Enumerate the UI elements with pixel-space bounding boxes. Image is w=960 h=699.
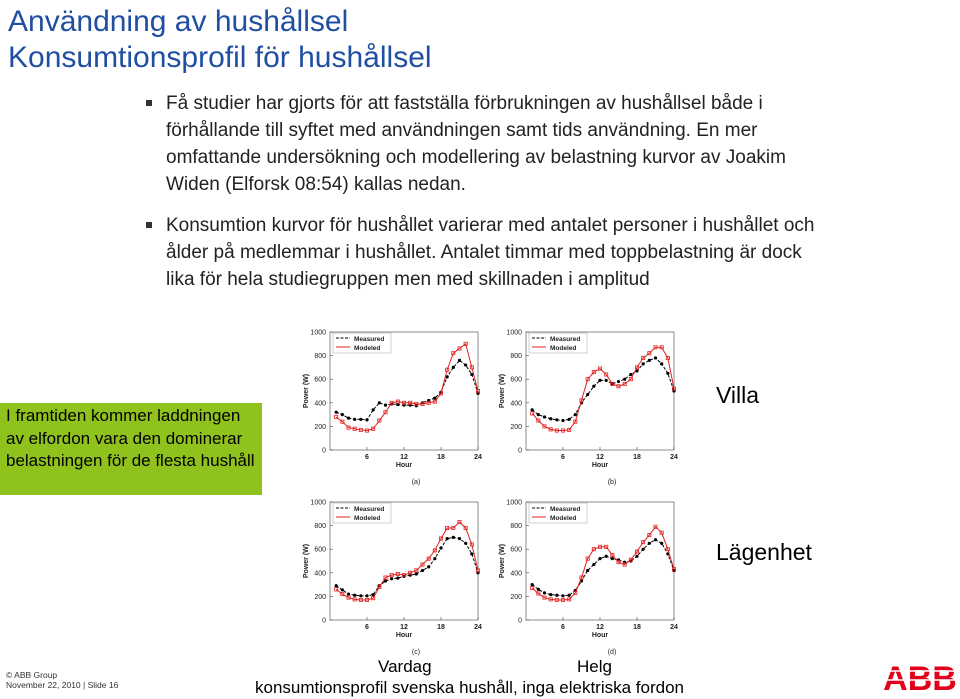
legend-label: Measured <box>354 506 385 513</box>
x-tick-label: 12 <box>400 454 408 461</box>
data-point-measured <box>537 588 540 591</box>
y-axis-label: Power (W) <box>303 543 310 579</box>
data-point-measured <box>446 537 449 540</box>
x-tick-label: 24 <box>474 454 482 461</box>
data-point-measured <box>372 408 375 411</box>
vardag-label: Vardag <box>378 657 432 676</box>
y-tick-label: 600 <box>510 376 522 384</box>
y-tick-label: 800 <box>510 523 522 531</box>
data-point-measured <box>672 569 675 572</box>
data-point-measured <box>549 593 552 596</box>
y-tick-label: 1000 <box>506 499 522 507</box>
data-point-measured <box>359 418 362 421</box>
data-point-measured <box>611 557 614 560</box>
y-tick-label: 400 <box>314 400 326 408</box>
abb-logo <box>882 659 958 695</box>
data-point-measured <box>543 415 546 418</box>
data-point-measured <box>605 379 608 382</box>
panel-label: (c) <box>411 649 421 656</box>
y-tick-label: 1000 <box>506 329 522 337</box>
y-tick-label: 600 <box>314 376 326 384</box>
y-axis-label: Power (W) <box>303 373 310 409</box>
data-point-measured <box>359 594 362 597</box>
data-point-measured <box>365 594 368 597</box>
data-point-measured <box>452 366 455 369</box>
y-axis-label: Power (W) <box>499 373 506 409</box>
data-point-measured <box>341 413 344 416</box>
data-point-measured <box>341 588 344 591</box>
legend-label: Measured <box>354 336 385 343</box>
bullet-text-1: Få studier har gjorts för att fastställa förbrukningen av hushållsel både i förhållande till syftet med användningen samt tids användning. En mer omfattande undersökning och modellering av belastning kurvor av Joakim Widen (Elforsk 08:54) kallas nedan. <box>166 93 786 195</box>
villa-caption: Villa <box>716 382 760 408</box>
y-tick-label: 200 <box>510 423 522 431</box>
data-point-measured <box>654 538 657 541</box>
data-point-measured <box>433 557 436 560</box>
data-point-measured <box>543 591 546 594</box>
data-point-measured <box>660 362 663 365</box>
x-tick-label: 24 <box>670 454 678 461</box>
data-point-measured <box>598 379 601 382</box>
y-tick-label: 400 <box>510 570 522 578</box>
data-point-measured <box>623 378 626 381</box>
y-tick-label: 0 <box>322 617 326 625</box>
y-tick-label: 800 <box>314 353 326 361</box>
data-point-measured <box>586 393 589 396</box>
data-point-measured <box>660 542 663 545</box>
y-tick-label: 400 <box>510 400 522 408</box>
panel-label: (a) <box>411 479 421 486</box>
legend-label: Measured <box>550 506 581 513</box>
data-point-measured <box>555 418 558 421</box>
y-tick-label: 800 <box>314 523 326 531</box>
data-point-measured <box>648 542 651 545</box>
data-point-measured <box>470 552 473 555</box>
data-point-measured <box>347 592 350 595</box>
x-tick-label: 12 <box>400 624 408 631</box>
data-point-measured <box>531 408 534 411</box>
data-point-measured <box>568 594 571 597</box>
x-tick-label: 18 <box>437 624 445 631</box>
data-point-measured <box>586 569 589 572</box>
data-point-measured <box>396 577 399 580</box>
data-point-measured <box>617 380 620 383</box>
data-point-measured <box>458 537 461 540</box>
y-tick-label: 1000 <box>310 329 326 337</box>
data-point-measured <box>335 411 338 414</box>
data-point-measured <box>629 373 632 376</box>
y-tick-label: 0 <box>322 447 326 455</box>
x-tick-label: 6 <box>365 454 369 461</box>
legend-label: Modeled <box>354 515 381 522</box>
y-tick-label: 200 <box>510 593 522 601</box>
data-point-measured <box>555 594 558 597</box>
y-tick-label: 1000 <box>310 499 326 507</box>
x-tick-label: 18 <box>437 454 445 461</box>
y-tick-label: 0 <box>518 447 522 455</box>
y-tick-label: 600 <box>510 546 522 554</box>
y-tick-label: 0 <box>518 617 522 625</box>
chart-panel-d <box>492 492 684 660</box>
data-point-measured <box>452 536 455 539</box>
legend-label: Modeled <box>550 345 577 352</box>
data-point-measured <box>549 417 552 420</box>
footer-date-slide: November 22, 2010 | Slide 16 <box>6 680 119 690</box>
data-point-measured <box>635 555 638 558</box>
x-tick-label: 24 <box>474 624 482 631</box>
y-tick-label: 600 <box>314 546 326 554</box>
data-point-measured <box>642 362 645 365</box>
bullet-list <box>146 90 826 307</box>
data-point-measured <box>561 594 564 597</box>
data-point-measured <box>531 583 534 586</box>
data-point-measured <box>415 572 418 575</box>
x-tick-label: 6 <box>561 454 565 461</box>
panel-label: (b) <box>607 479 617 486</box>
chart-panel-a <box>296 322 488 490</box>
data-point-measured <box>390 577 393 580</box>
x-axis-label: Hour <box>591 462 609 469</box>
title-line-1: Användning av hushållsel <box>8 5 349 38</box>
slide-title <box>8 4 432 76</box>
legend-label: Measured <box>550 336 581 343</box>
data-point-measured <box>648 359 651 362</box>
bullet-marker <box>146 100 152 106</box>
footer-copyright: © ABB Group <box>6 670 58 680</box>
helg-label: Helg <box>577 657 612 676</box>
data-point-measured <box>605 555 608 558</box>
data-point-measured <box>353 418 356 421</box>
data-point-measured <box>654 356 657 359</box>
data-point-measured <box>642 548 645 551</box>
data-point-measured <box>592 385 595 388</box>
lagenhet-caption: Lägenhet <box>716 539 812 565</box>
title-line-2: Konsumtionsprofil för hushållsel <box>8 41 432 74</box>
ev-note-box: I framtiden kommer laddningen av elfordon vara den dominerar belastningen för de flesta hushåll <box>0 403 262 495</box>
chart-panel-c <box>296 492 488 660</box>
x-axis-label: Hour <box>395 632 413 639</box>
y-axis-label: Power (W) <box>499 543 506 579</box>
x-tick-label: 18 <box>633 624 641 631</box>
y-tick-label: 400 <box>314 570 326 578</box>
bullet-item-1 <box>146 90 826 198</box>
x-axis-label: Hour <box>591 632 609 639</box>
data-point-measured <box>666 372 669 375</box>
legend-label: Modeled <box>354 345 381 352</box>
data-point-measured <box>439 546 442 549</box>
chart-panel-b <box>492 322 684 490</box>
x-tick-label: 12 <box>596 624 604 631</box>
x-axis-label: Hour <box>395 462 413 469</box>
data-point-measured <box>598 557 601 560</box>
x-tick-label: 6 <box>561 624 565 631</box>
abb-logo-text: ABB <box>883 660 957 695</box>
x-tick-label: 24 <box>670 624 678 631</box>
data-point-measured <box>421 569 424 572</box>
data-point-measured <box>464 542 467 545</box>
data-point-measured <box>464 363 467 366</box>
data-point-measured <box>335 584 338 587</box>
data-point-measured <box>458 359 461 362</box>
x-tick-label: 6 <box>365 624 369 631</box>
data-point-measured <box>365 418 368 421</box>
y-tick-label: 200 <box>314 593 326 601</box>
data-point-measured <box>347 417 350 420</box>
data-point-measured <box>378 401 381 404</box>
x-tick-label: 18 <box>633 454 641 461</box>
data-point-measured <box>561 419 564 422</box>
panel-label: (d) <box>607 649 617 656</box>
data-point-measured <box>384 404 387 407</box>
y-tick-label: 200 <box>314 423 326 431</box>
legend-label: Modeled <box>550 515 577 522</box>
data-point-measured <box>433 396 436 399</box>
data-point-measured <box>353 594 356 597</box>
data-point-measured <box>427 565 430 568</box>
bottom-caption: konsumtionsprofil svenska hushåll, inga elektriska fordon <box>255 678 685 697</box>
data-point-measured <box>568 418 571 421</box>
data-point-measured <box>537 413 540 416</box>
bullet-item-2 <box>146 212 826 293</box>
y-tick-label: 800 <box>510 353 522 361</box>
bullet-marker <box>146 222 152 228</box>
bullet-text-2: Konsumtion kurvor för hushållet varierar med antalet personer i hushållet och ålder på medlemmar i hushållet. Antalet timmar med toppbelastning är dock lika för hela studiegruppen men med skillnaden i amplitud <box>166 215 815 290</box>
data-point-measured <box>574 413 577 416</box>
data-point-measured <box>592 563 595 566</box>
slide-footer <box>6 670 118 690</box>
x-tick-label: 12 <box>596 454 604 461</box>
